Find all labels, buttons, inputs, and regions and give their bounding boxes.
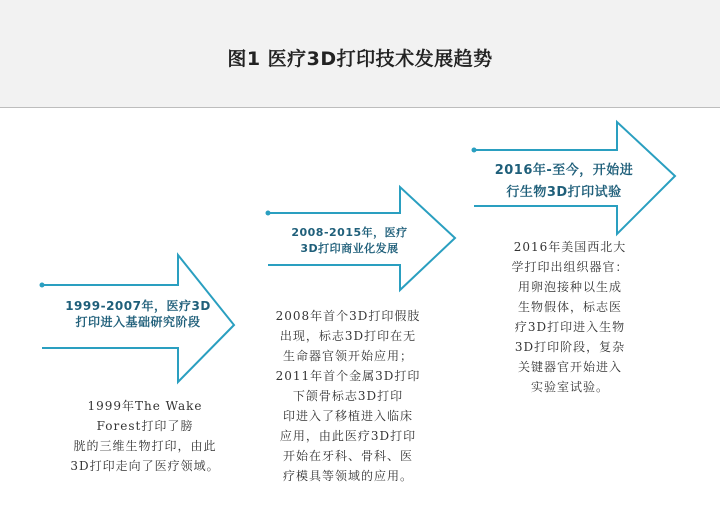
stage-3-arrow-tail-dot bbox=[472, 148, 477, 153]
stage-2-desc-line: 印进入了移植进入临床 bbox=[282, 409, 413, 423]
stage-1-desc-line: 胱的三维生物打印，由此 bbox=[73, 439, 217, 453]
stage-3-desc-line: 3D打印阶段，复杂 bbox=[514, 340, 626, 354]
stage-2-desc-line: 出现，标志3D打印在无 bbox=[279, 329, 417, 343]
stage-1-desc-line: 1999年The Wake bbox=[87, 399, 203, 413]
stage-2-desc-line: 疗模具等领域的应用。 bbox=[282, 469, 413, 483]
stage-3-label bbox=[474, 160, 654, 204]
stage-2-label-line1: 2008-2015年，医疗 bbox=[291, 226, 408, 239]
stage-2-desc-line: 下颌骨标志3D打印 bbox=[292, 389, 404, 403]
stage-1-description bbox=[50, 396, 240, 476]
stage-1-label-line2: 打印进入基础研究阶段 bbox=[75, 315, 201, 329]
stage-2-desc-line: 生命器官领开始应用； bbox=[282, 349, 413, 363]
stage-3-desc-line: 学打印出组织器官： bbox=[511, 260, 629, 274]
stage-3-desc-line: 关键器官开始进入 bbox=[517, 360, 622, 374]
stage-3-desc-line: 用卵泡接种以生成 bbox=[517, 280, 622, 294]
stage-1-desc-line: Forest打印了膀 bbox=[96, 419, 194, 433]
stage-1-desc-line: 3D打印走向了医疗领域。 bbox=[70, 459, 220, 473]
stage-3-desc-line: 实验室试验。 bbox=[530, 380, 609, 394]
stage-2-desc-line: 2008年首个3D打印假肢 bbox=[275, 309, 421, 323]
stage-1-arrow-tail-dot bbox=[40, 283, 45, 288]
stage-2-desc-line: 开始在牙科、骨科、医 bbox=[282, 449, 413, 463]
stage-2-desc-line: 2011年首个金属3D打印 bbox=[275, 369, 421, 383]
figure-title: 图1 医疗3D打印技术发展趋势 bbox=[227, 48, 493, 70]
stage-3-desc-line: 生物假体，标志医 bbox=[517, 300, 622, 314]
stage-2-label-line2: 3D打印商业化发展 bbox=[300, 242, 399, 255]
stage-3-label-line2: 行生物3D打印试验 bbox=[506, 185, 622, 200]
stage-3-desc-line: 2016年美国西北大 bbox=[513, 240, 627, 254]
stage-3-description bbox=[490, 237, 650, 397]
stage-1-label-line1: 1999-2007年，医疗3D bbox=[65, 299, 211, 313]
stage-1-label bbox=[48, 298, 228, 330]
stage-2-arrow-tail-dot bbox=[266, 211, 271, 216]
stage-2-desc-line: 应用，由此医疗3D打印 bbox=[279, 429, 417, 443]
stage-2-description bbox=[258, 306, 438, 486]
stage-3-desc-line: 疗3D打印进入生物 bbox=[514, 320, 626, 334]
stage-3-label-line1: 2016年-至今，开始进 bbox=[494, 163, 634, 178]
stage-2-label bbox=[262, 225, 437, 257]
